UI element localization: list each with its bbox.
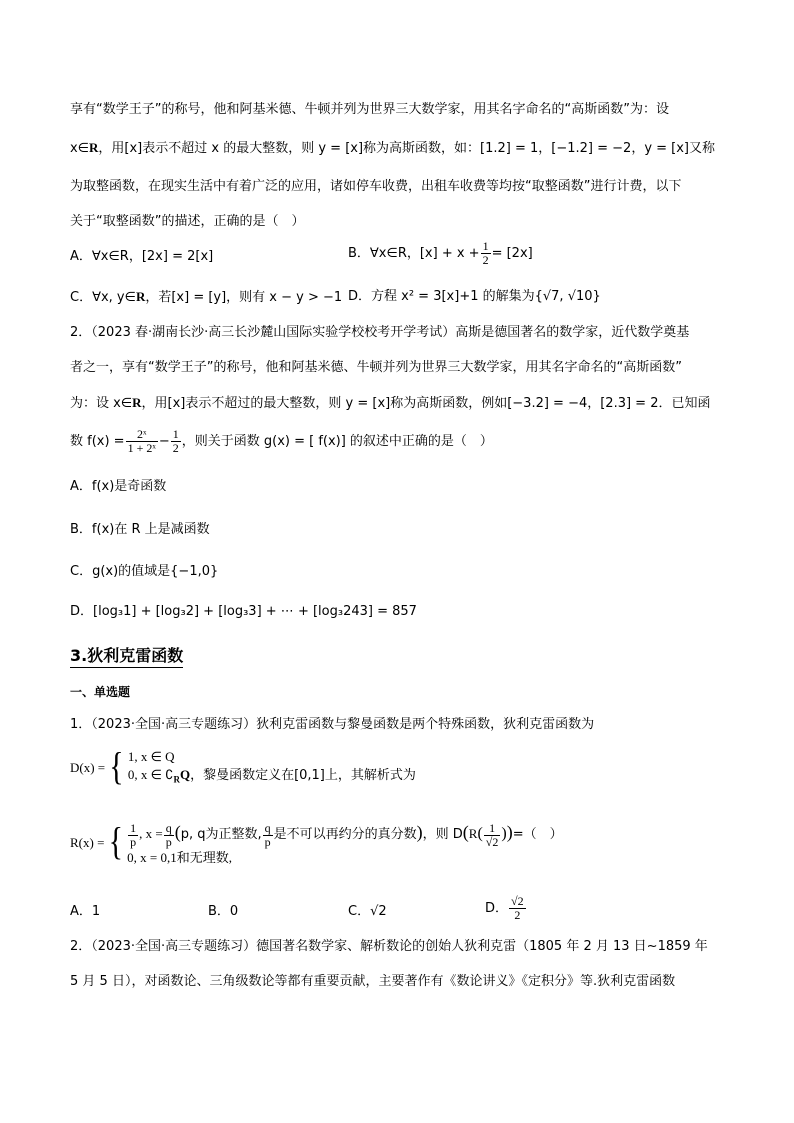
- q2-line2: 者之一，享有“数学王子”的称号，他和阿基米德、牛顿并列为世界三大数学家，用其名字命名的“高斯函数”: [70, 360, 682, 375]
- f-fraction: [126, 428, 158, 455]
- rational-set-symbol: Q: [179, 767, 191, 782]
- q2-option-a: A．f(x)是奇函数: [70, 479, 167, 494]
- q2-line4-pre: 数 f(x) =: [70, 434, 125, 449]
- q-prev-option-c-c: ，若[x] = [y]，则有 x − y > −1: [145, 290, 343, 305]
- q3-2-line2: 5 月 5 日），对函数论、三角级数论等都有重要贡献，主要著作有《数论讲义》《定积分》等.狄利克雷函数: [70, 974, 676, 989]
- q2-line3: [70, 393, 710, 414]
- minus-sign: −: [158, 434, 170, 449]
- section-subtitle: 一、单选题: [70, 685, 131, 699]
- section-title: 3.狄利克雷函数: [70, 645, 183, 668]
- half-fraction: [171, 428, 181, 455]
- case-text: 1, x ∈ Q: [127, 749, 175, 764]
- real-set-symbol: R: [132, 395, 142, 410]
- q2-line1: 2．（2023 春·湖南长沙·高三长沙麓山国际实验学校校考开学考试）高斯是德国著名的数学家，近代数学奠基: [70, 325, 690, 340]
- case-text: p, q为正整数,: [180, 827, 262, 842]
- q-prev-line2-a: x∈: [70, 141, 90, 156]
- q-prev-option-b-pre: B．∀x∈R，[x] + x +: [348, 246, 480, 261]
- q3-1-option-c: C．√2: [348, 904, 387, 919]
- riemann-case-2: [127, 849, 563, 867]
- real-set-symbol: R: [135, 289, 146, 304]
- fraction-denominator: 2: [482, 253, 489, 267]
- q-prev-line2: [70, 138, 715, 159]
- real-set-symbol: R: [89, 140, 99, 155]
- q-prev-option-a: A．∀x∈R，[2x] = 2[x]: [70, 249, 214, 264]
- dirichlet-definition: [70, 748, 416, 789]
- fraction-numerator: 1: [172, 427, 179, 441]
- riemann-fn: R: [468, 826, 478, 841]
- q-over-p: [263, 822, 273, 849]
- q2-line3-a: 为：设 x∈: [70, 396, 133, 411]
- fraction-numerator: 1: [482, 239, 489, 253]
- riemann-label: R(x) =: [70, 834, 105, 850]
- q2-line4: [70, 428, 493, 455]
- fraction-denominator: p: [130, 834, 137, 849]
- dirichlet-tail: ，黎曼函数定义在[0,1]上，其解析式为: [190, 768, 416, 783]
- q-prev-option-b: [348, 240, 533, 267]
- q-prev-option-c-a: C．∀x, y∈: [70, 290, 136, 305]
- q-prev-line2-c: ，用[x]表示不超过 x 的最大整数，则 y = [x]称为高斯函数，如：[1.2] = 1，[−1.2] = −2，y = [x]又称: [98, 141, 716, 156]
- left-brace: {: [109, 746, 124, 790]
- q-over-p: [164, 822, 174, 849]
- q2-option-d: D．[log₃1] + [log₃2] + [log₃3] + ⋯ + [log₃243] = 857: [70, 604, 417, 619]
- q-prev-line4: 关于“取整函数”的描述，正确的是（ ）: [70, 214, 305, 229]
- fraction-denominator: p: [165, 834, 172, 849]
- riemann-tail-end: =（ ）: [512, 827, 563, 842]
- left-brace: {: [108, 820, 123, 864]
- q3-1-option-d: [485, 895, 527, 922]
- q2-line3-c: ，用[x]表示不超过的最大整数，则 y = [x]称为高斯函数，例如[−3.2] = −4，[2.3] = 2．已知函: [141, 396, 711, 411]
- fraction-numerator: 2ˣ: [126, 428, 158, 442]
- q3-1-option-a: A．1: [70, 904, 101, 919]
- q3-1-option-b: B．0: [208, 904, 239, 919]
- q3-1-line1: 1．（2023·全国·高三专题练习）狄利克雷函数与黎曼函数是两个特殊函数，狄利克雷函数为: [70, 717, 595, 732]
- riemann-cases: [127, 818, 563, 867]
- fraction-denominator: 1 + 2ˣ: [127, 441, 156, 455]
- root2-over-2: [509, 895, 526, 922]
- q2-line4-post: ，则关于函数 g(x) = [ f(x)] 的叙述中正确的是（ ）: [181, 434, 493, 449]
- q-prev-line1: 享有“数学王子”的称号，他和阿基米德、牛顿并列为世界三大数学家，用其名字命名的“高斯函数”为：设: [70, 102, 669, 117]
- q2-option-b: B．f(x)在 R 上是减函数: [70, 522, 210, 537]
- riemann-definition: [70, 818, 563, 867]
- dirichlet-label: D(x) =: [70, 760, 106, 776]
- case-text: 是不可以再约分的真分数: [273, 827, 417, 842]
- half-fraction: [481, 240, 491, 267]
- one-over-root2: [484, 822, 501, 849]
- option-d-pre: D．: [485, 901, 509, 916]
- fraction-numerator: √2: [511, 894, 524, 908]
- case-text: 0, x = 0,1和无理数,: [127, 850, 232, 865]
- riemann-tail: ，则 D: [422, 827, 463, 842]
- fraction-denominator: √2: [485, 834, 499, 849]
- dirichlet-case-2: [128, 766, 416, 789]
- fraction-numerator: 1: [130, 820, 137, 835]
- dirichlet-case-1: [128, 748, 416, 766]
- fraction-numerator: q: [264, 820, 271, 835]
- fraction-numerator: q: [165, 820, 172, 835]
- fraction-denominator: 2: [172, 441, 179, 455]
- riemann-case-1: $\frac{1}{p}$ , x = $\frac{q}{p}$ (p, q为正整数, $\frac{q}{p}$ 是不可以再约分的真分数)，则 D(R( $\frac{1}{√2}$ ))=（ ）: [130, 820, 563, 849]
- dirichlet-cases: [128, 748, 416, 789]
- q-prev-option-c: [70, 287, 342, 308]
- fraction-denominator: 2: [514, 908, 521, 922]
- q3-2-line1: 2．（2023·全国·高三专题练习）德国著名数学家、解析数论的创始人狄利克雷（1805 年 2 月 13 日~1859 年: [70, 939, 708, 954]
- q-prev-option-d: D．方程 x² = 3[x]+1 的解集为{√7, √10}: [348, 289, 601, 304]
- fraction-denominator: p: [264, 834, 271, 849]
- q-prev-line3: 为取整函数，在现实生活中有着广泛的应用，诸如停车收费，出租车收费等均按“取整函数”进行计费，以下: [70, 179, 682, 194]
- q2-option-c: C．g(x)的值域是{−1,0}: [70, 564, 219, 579]
- one-over-p: [128, 822, 138, 849]
- case-text: , x =: [139, 826, 163, 841]
- q-prev-option-b-post: = [2x]: [491, 246, 533, 261]
- fraction-numerator: 1: [484, 822, 501, 836]
- complement-subscript: R: [173, 774, 180, 785]
- case-text: 0, x ∈ ∁: [127, 767, 174, 782]
